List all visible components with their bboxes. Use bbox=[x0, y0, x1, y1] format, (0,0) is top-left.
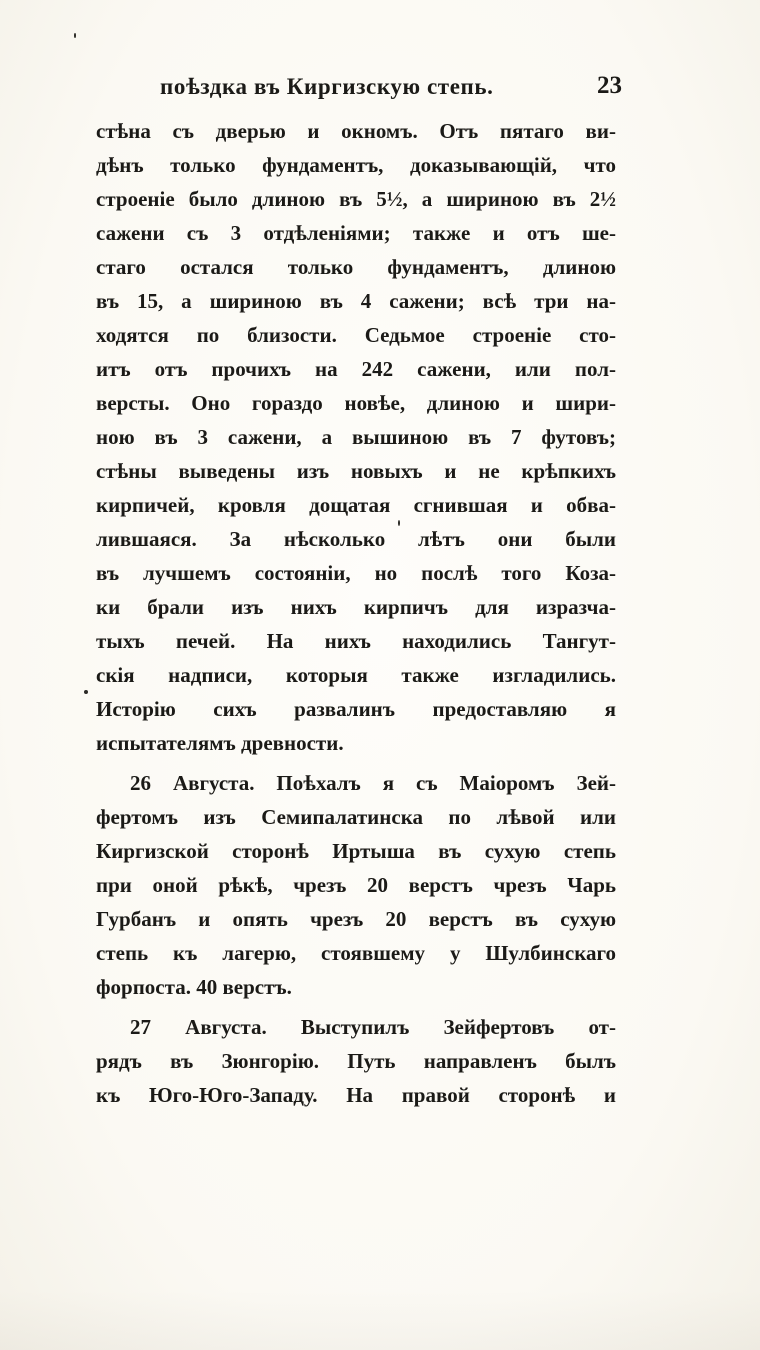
ink-speck bbox=[74, 33, 76, 38]
text-line: къ Юго-Юго-Западу. На правой сторонѣ и bbox=[96, 1083, 616, 1107]
text-line: 27 Августа. Выступилъ Зейфертовъ от- bbox=[130, 1015, 616, 1039]
text-line: испытателямъ древности. bbox=[96, 731, 344, 755]
text-line: Гурбанъ и опять чрезъ 20 верстъ въ сухую bbox=[96, 907, 616, 931]
text-line: сажени съ 3 отдѣленіями; также и отъ ше- bbox=[96, 221, 616, 245]
text-line: лившаяся. За нѣсколько лѣтъ они были bbox=[96, 527, 616, 551]
text-line: скія надписи, которыя также изгладились. bbox=[96, 663, 616, 687]
paragraph bbox=[96, 114, 616, 760]
text-line: ки брали изъ нихъ кирпичъ для изразча- bbox=[96, 595, 616, 619]
text-line: степь къ лагерю, стоявшему у Шулбинскаго bbox=[96, 941, 616, 965]
text-line: строеніе было длиною въ 5½, а шириною въ 2½ bbox=[96, 187, 616, 211]
ink-speck bbox=[398, 520, 400, 526]
text-line: стѣны выведены изъ новыхъ и не крѣпкихъ bbox=[96, 459, 616, 483]
text-line: при оной рѣкѣ, чрезъ 20 верстъ чрезъ Чарь bbox=[96, 873, 616, 897]
body-text bbox=[96, 114, 616, 1112]
page-edge-shadow bbox=[0, 1290, 760, 1350]
text-line: Исторію сихъ развалинъ предоставляю я bbox=[96, 697, 616, 721]
text-line: въ лучшемъ состояніи, но послѣ того Коза- bbox=[96, 561, 616, 585]
text-line: итъ отъ прочихъ на 242 сажени, или пол- bbox=[96, 357, 616, 381]
text-line: фертомъ изъ Семипалатинска по лѣвой или bbox=[96, 805, 616, 829]
text-line: тыхъ печей. На нихъ находились Тангут- bbox=[96, 629, 616, 653]
text-line: 26 Августа. Поѣхалъ я съ Маіоромъ Зей- bbox=[130, 771, 616, 795]
text-line: форпоста. 40 верстъ. bbox=[96, 975, 292, 999]
paragraph bbox=[96, 1010, 616, 1112]
text-line: рядъ въ Зюнгорію. Путь направленъ былъ bbox=[96, 1049, 616, 1073]
paragraph bbox=[96, 766, 616, 1004]
page-number: 23 bbox=[597, 72, 622, 99]
text-line: стѣна съ дверью и окномъ. Отъ пятаго ви- bbox=[96, 119, 616, 143]
ink-speck bbox=[84, 690, 88, 694]
text-line: кирпичей, кровля дощатая сгнившая и обва- bbox=[96, 493, 616, 517]
text-line: дѣнъ только фундаментъ, доказывающій, что bbox=[96, 153, 616, 177]
text-line: версты. Оно гораздо новѣе, длиною и шири- bbox=[96, 391, 616, 415]
text-line: въ 15, а шириною въ 4 сажени; всѣ три на- bbox=[96, 289, 616, 313]
text-line: ходятся по близости. Седьмое строеніе сто- bbox=[96, 323, 616, 347]
text-line: стаго остался только фундаментъ, длиною bbox=[96, 255, 616, 279]
page-header bbox=[160, 74, 622, 106]
text-line: Киргизской сторонѣ Иртыша въ сухую степь bbox=[96, 839, 616, 863]
running-title: поѣздка въ Киргизскую степь. bbox=[160, 74, 494, 99]
text-line: ною въ 3 сажени, а вышиною въ 7 футовъ; bbox=[96, 425, 616, 449]
